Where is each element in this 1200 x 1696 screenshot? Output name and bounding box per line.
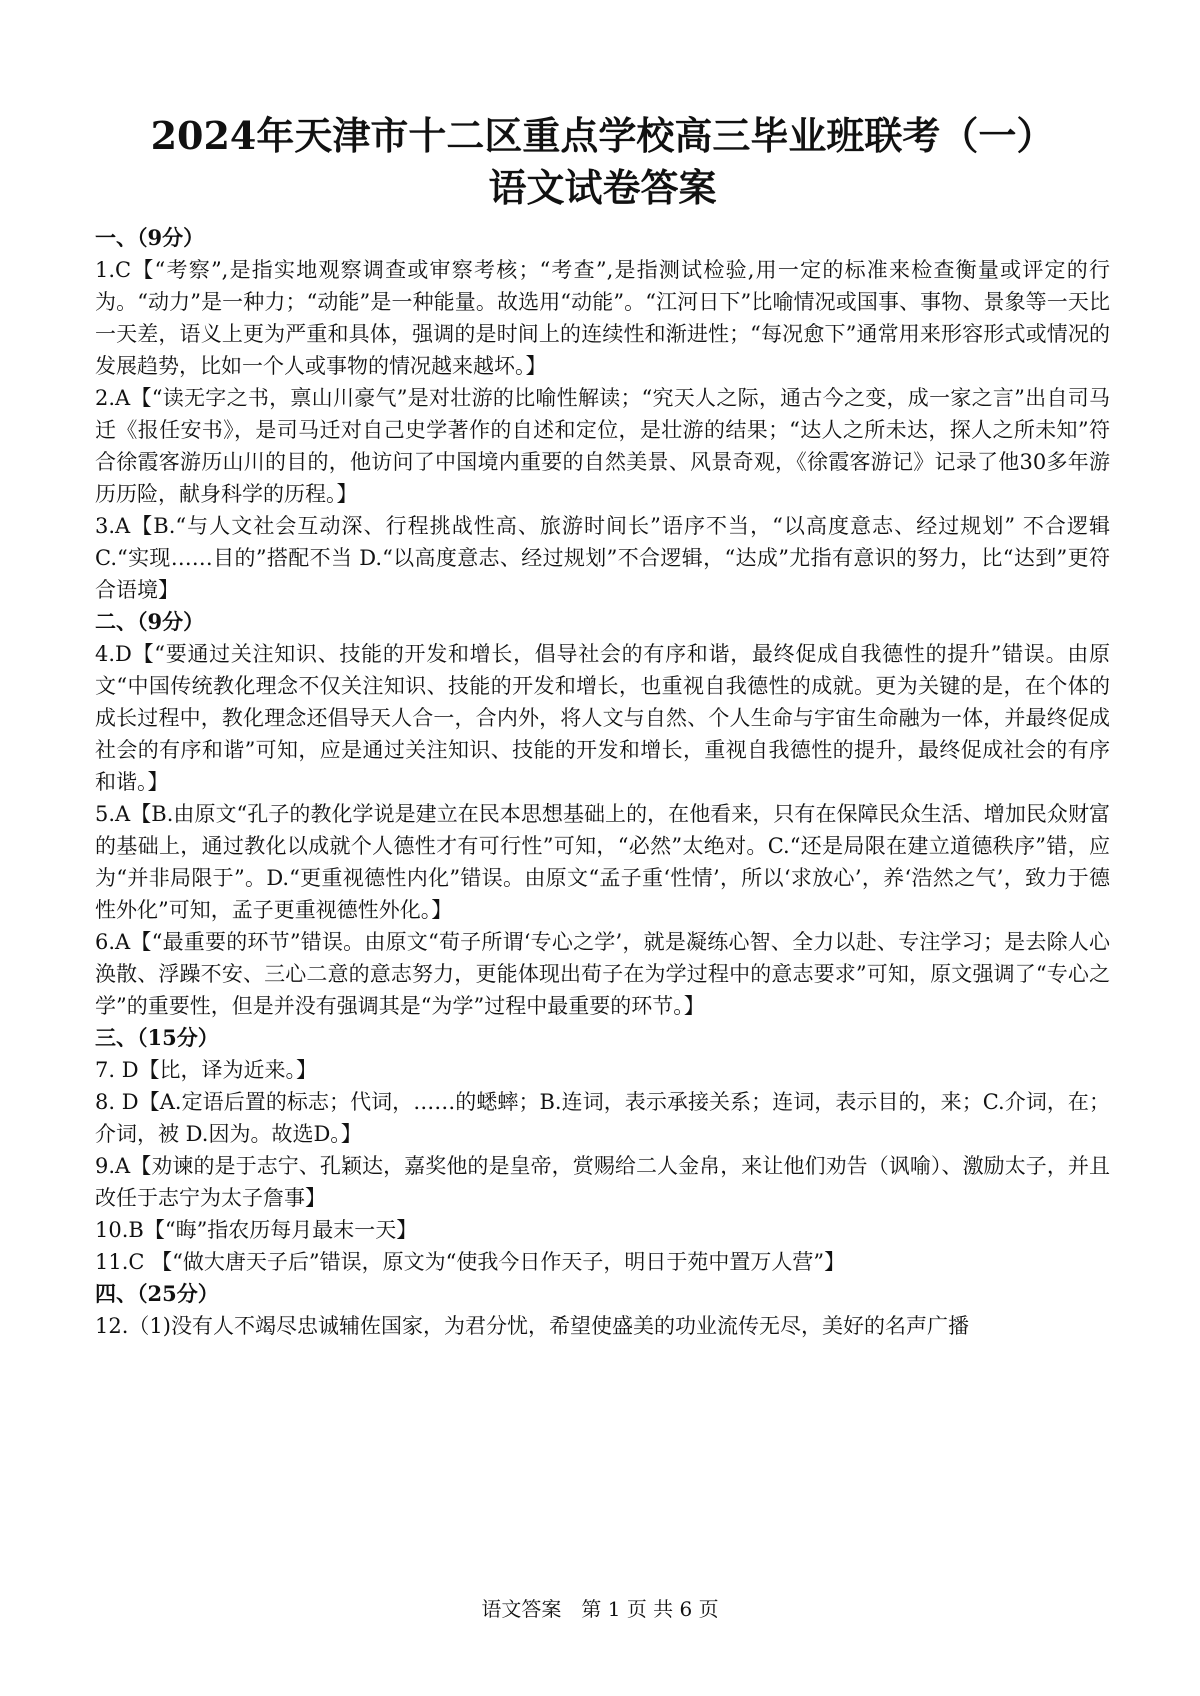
section-heading: 一、（9分） [95, 225, 205, 250]
answer-item-12: 12.（1)没有人不竭尽忠诚辅佐国家，为君分忧，希望使盛美的功业流传无尽，美好的名声广播 [95, 1314, 969, 1338]
answer-item-6: 6.A【“最重要的环节”错误。由原文“荀子所谓‘专心之学’，就是凝练心智、全力以赴、专注学习；是去除人心涣散、浮躁不安、三心二意的意志努力，更能体现出荀子在为学过程中的意志要求”可知，原文强调了“专心之学”的重要性，但是并没有强调其是“为学”过程中最重要的环节。】 [95, 930, 1110, 1018]
answer-item-11: 11.C 【“做大唐天子后”错误，原文为“使我今日作天子，明日于苑中置万人营”】 [95, 1250, 846, 1274]
section-heading: 四、（25分） [95, 1281, 219, 1306]
section-heading: 二、（9分） [95, 609, 205, 634]
answer-item-10: 10.B【“晦”指农历每月最末一天】 [95, 1218, 418, 1242]
answer-item-4: 4.D【“要通过关注知识、技能的开发和增长，倡导社会的有序和谐，最终促成自我德性的提升”错误。由原文“中国传统教化理念不仅关注知识、技能的开发和增长，也重视自我德性的成就。更为关键的是，在个体的成长过程中，教化理念还倡导天人合一，合内外，将人文与自然、个人生命与宇宙生命融为一体，并最终促成社会的有序和谐”可知，应是通过关注知识、技能的开发和增长，重视自我德性的提升，最终促成社会的有序和谐。】 [95, 642, 1110, 794]
section-4 [95, 1278, 1110, 1342]
section-1 [95, 222, 1110, 606]
answer-item-9: 9.A【劝谏的是于志宁、孔颖达，嘉奖他的是皇帝，赏赐给二人金帛，来让他们劝告（讽喻）、激励太子，并且改任于志宁为太子詹事】 [95, 1154, 1110, 1210]
answer-item-1: 1.C【“考察”,是指实地观察调查或审察考核；“考查”,是指测试检验,用一定的标准来检查衡量或评定的行为。“动力”是一种力；“动能”是一种能量。故选用“动能”。“江河日下”比喻情况或国事、事物、景象等一天比一天差，语义上更为严重和具体，强调的是时间上的连续性和渐进性；“每况愈下”通常用来形容形式或情况的发展趋势，比如一个人或事物的情况越来越坏。】 [95, 258, 1110, 378]
section-2 [95, 606, 1110, 1022]
answer-item-2: 2.A【“读无字之书，禀山川豪气”是对壮游的比喻性解读；“究天人之际，通古今之变，成一家之言”出自司马迁《报任安书》，是司马迁对自己史学著作的自述和定位，是壮游的结果；“达人之所未达，探人之所未知”符合徐霞客游历山川的目的，他访问了中国境内重要的自然美景、风景奇观，《徐霞客游记》记录了他30多年游历历险，献身科学的历程。】 [95, 386, 1110, 506]
answer-item-3: 3.A【B.“与人文社会互动深、行程挑战性高、旅游时间长”语序不当，“以高度意志、经过规划” 不合逻辑 C.“实现……目的”搭配不当 D.“以高度意志、经过规划”不合逻辑，“达成”尤指有意识的努力，比“达到”更符合语境】 [95, 514, 1110, 602]
section-3 [95, 1022, 1110, 1278]
document-title: 2024年天津市十二区重点学校高三毕业班联考（一） [150, 113, 1055, 158]
answer-item-7: 7. D【比，译为近来。】 [95, 1058, 318, 1082]
page-footer: 语文答案 第 1 页 共 6 页 [481, 1597, 719, 1621]
answer-item-8: 8. D【A.定语后置的标志；代词，……的蟋蟀；B.连词，表示承接关系；连词，表示目的，来；C.介词，在；介词，被 D.因为。故选D。】 [95, 1090, 1110, 1146]
section-heading: 三、（15分） [95, 1025, 219, 1050]
document-subtitle: 语文试卷答案 [488, 165, 717, 210]
answer-item-5: 5.A【B.由原文“孔子的教化学说是建立在民本思想基础上的，在他看来，只有在保障民众生活、增加民众财富的基础上，通过教化以成就个人德性才有可行性”可知，“必然”太绝对。C.“还是局限在建立道德秩序”错，应为“并非局限于”。D.“更重视德性内化”错误。由原文“孟子重‘性情’，所以‘求放心’，养‘浩然之气’，致力于德性外化”可知，孟子更重视德性外化。】 [95, 802, 1110, 922]
